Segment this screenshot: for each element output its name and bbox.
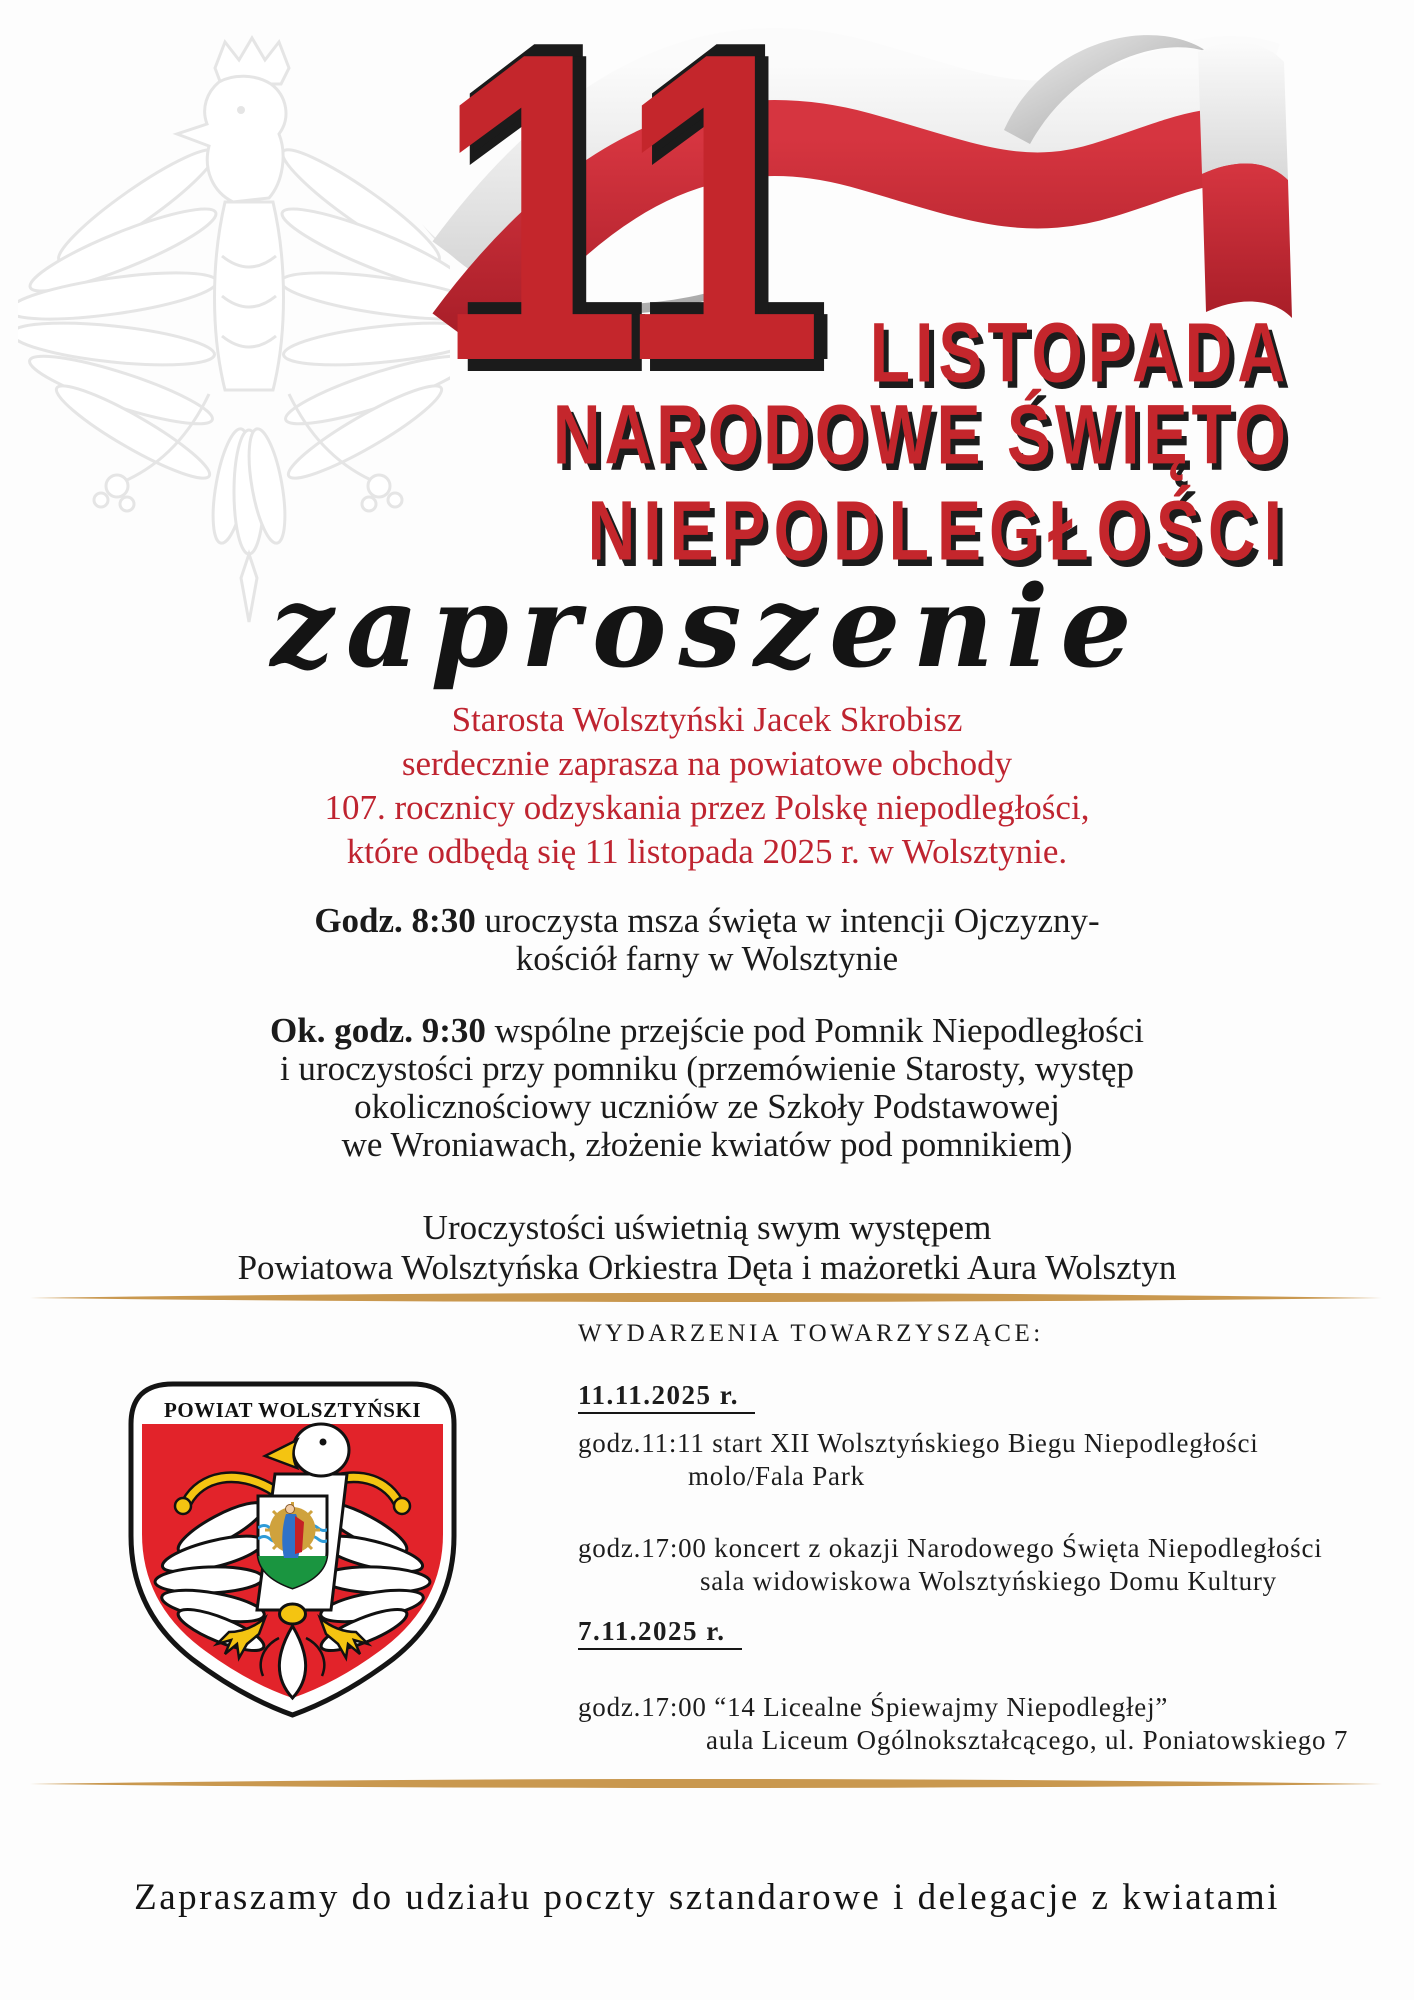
gold-divider-bottom (30, 1778, 1382, 1790)
title-listopada: LISTOPADA (869, 304, 1290, 400)
invitation-paragraph (0, 698, 1414, 874)
event-3-line-1: godz.17:00 “14 Licealne Śpiewajmy Niepodległej” (578, 1692, 1169, 1722)
schedule-mass (0, 902, 1414, 978)
schedule-mass-line2: kościół farny w Wolsztynie (515, 939, 899, 978)
march-time: Ok. godz. 9:30 (270, 1011, 486, 1050)
polish-eagle-watermark-icon (18, 34, 450, 634)
orchestra-line2: Powiatowa Wolsztyńska Orkiestra Dęta i mażoretki Aura Wolsztyn (237, 1248, 1177, 1287)
title-narodowe-swieto: NARODOWE ŚWIĘTO (552, 386, 1290, 482)
event-2-line-1: godz.17:00 koncert z okazji Narodowego Święta Niepodległości (578, 1533, 1323, 1563)
gold-divider-top (30, 1292, 1382, 1304)
invitation-line: Starosta Wolsztyński Jacek Skrobisz (451, 700, 963, 739)
schedule-mass-line1 (0, 902, 1414, 940)
invitation-line: serdecznie zaprasza na powiatowe obchody (401, 744, 1013, 783)
orchestra-line1: Uroczystości uświetnią swym występem (422, 1208, 992, 1247)
event-1-line-1: godz.11:11 start XII Wolsztyńskiego Biegu Niepodległości (578, 1428, 1259, 1458)
event-date-1-text: 11.11.2025 r. (578, 1380, 755, 1414)
schedule-march-line4: we Wroniawach, złożenie kwiatów pod pomnikiem) (341, 1125, 1073, 1164)
event-3-line-2: aula Liceum Ogólnokształcącego, ul. Poniatowskiego 7 (706, 1725, 1349, 1755)
invitation-line: 107. rocznicy odzyskania przez Polskę niepodległości, (324, 788, 1090, 827)
zaproszenie-script-word: zaproszenie (270, 562, 1144, 693)
title-niepodleglosci: NIEPODLEGŁOŚCI (587, 482, 1290, 578)
side-events-heading: WYDARZENIA TOWARZYSZĄCE: (578, 1320, 1044, 1347)
crest-caption: POWIAT WOLSZTYŃSKI (164, 1398, 421, 1422)
event-1-line-2: molo/Fala Park (688, 1461, 865, 1491)
march-text: wspólne przejście pod Pomnik Niepodległości (485, 1011, 1144, 1050)
mass-text: uroczysta msza święta w intencji Ojczyzny- (475, 901, 1100, 940)
event-date-2-text: 7.11.2025 r. (578, 1616, 742, 1650)
footer-invitation-line: Zapraszamy do udziału poczty sztandarowe i delegacje z kwiatami (134, 1877, 1280, 1918)
invitation-line: które odbędą się 11 listopada 2025 r. w Wolsztynie. (346, 832, 1068, 871)
event-date-1 (578, 1380, 755, 1411)
schedule-march-line3: okolicznościowy uczniów ze Szkoły Podstawowej (354, 1087, 1060, 1126)
mass-time: Godz. 8:30 (314, 901, 476, 940)
event-2-line-2: sala widowiskowa Wolsztyńskiego Domu Kultury (700, 1566, 1277, 1596)
schedule-march-line2: i uroczystości przy pomniku (przemówienie Starosty, występ (279, 1049, 1135, 1088)
big-11-number: 11 (434, 0, 820, 453)
powiat-wolsztynski-crest (125, 1378, 460, 1723)
schedule-march-line1 (0, 1012, 1414, 1050)
schedule-orchestra (0, 1208, 1414, 1288)
event-date-2 (578, 1616, 742, 1647)
schedule-march (0, 1012, 1414, 1164)
